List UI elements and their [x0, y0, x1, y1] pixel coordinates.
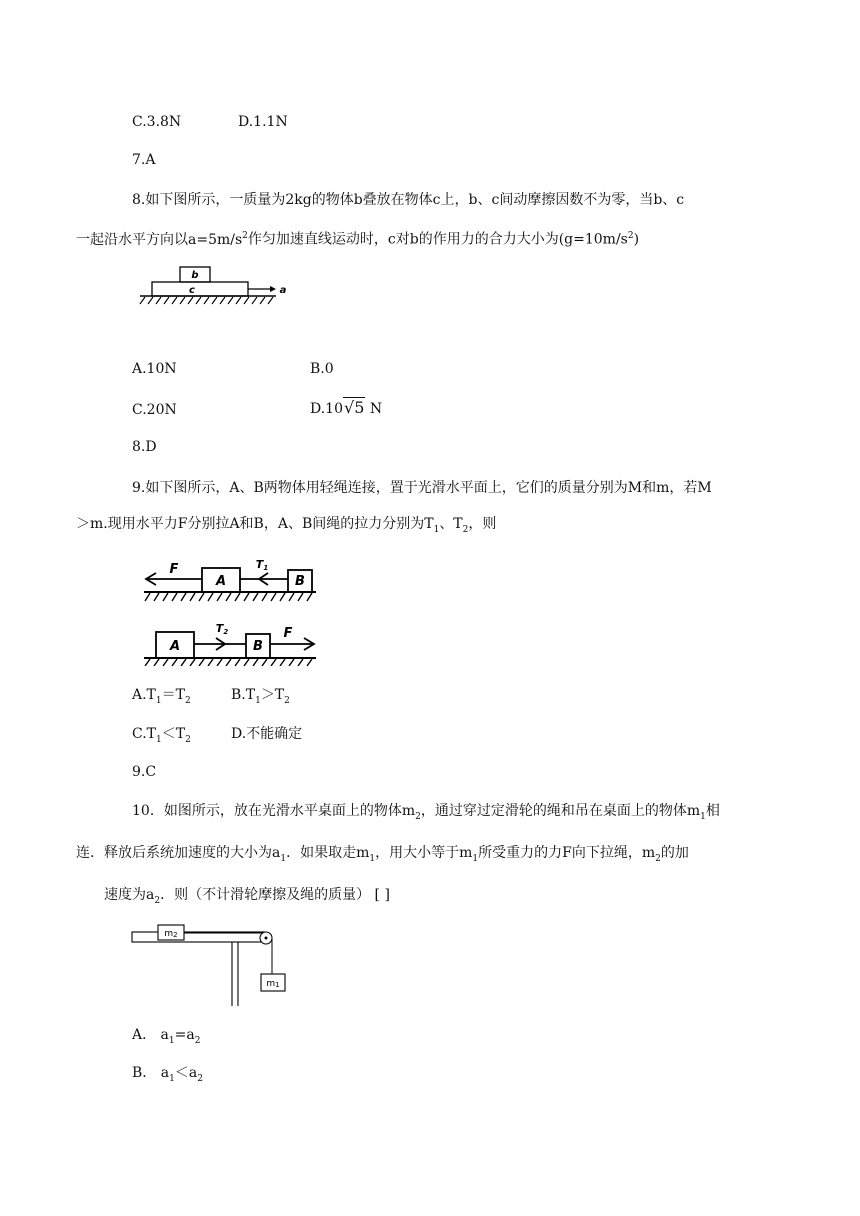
q9-option-a: $A.T_1=T_2$	[132, 687, 191, 706]
q8-option-d: D.10√5 N	[310, 398, 383, 417]
label-A: A	[169, 639, 181, 654]
q10-stem: 10．如图所示，放在光滑水平桌面上的物体$m_2$，通过穿过定滑轮的绳和吊在桌面上的物体$m_1$相 连．释放后系统加速度的大小为$a_1$．如果取走$m_1$，用大小等于$m_1$所受重力的力F向下拉绳，$m_2$的加 速度为$a_2$．则（不计滑轮摩擦及绳的质量） [ ]	[76, 803, 720, 906]
q9-option-b: $B.T_1>T_2$	[231, 687, 290, 706]
q9-option-d: D.不能确定	[231, 726, 303, 742]
q9-option-c: $C.T_1<T_2$	[132, 726, 191, 745]
label-m2: m2	[164, 929, 178, 939]
label-b: b	[191, 270, 199, 281]
q8-figure	[136, 262, 296, 310]
label-T1: T1	[255, 558, 269, 572]
q7-answer: 7.A	[132, 152, 156, 168]
q10-figure	[128, 916, 298, 1008]
ground-hatch	[145, 593, 312, 601]
q6-option-c: C.3.8N	[132, 114, 182, 130]
q10-option-b: B． $a_1<a_2$	[132, 1065, 203, 1084]
label-A: A	[215, 574, 227, 589]
q8-option-b: B.0	[310, 361, 334, 377]
q6-option-d: D.1.1N	[238, 114, 288, 130]
q9-answer: 9.C	[132, 764, 157, 780]
ground-hatch	[145, 659, 312, 666]
q8-option-c: C.20N	[132, 402, 177, 418]
label-m1: m1	[266, 979, 280, 989]
q8-answer: 8.D	[132, 439, 157, 455]
label-F: F	[169, 562, 179, 577]
q9-stem: 9.如下图所示，A、B两物体用轻绳连接，置于光滑水平面上，它们的质量分别为M和m，若M ＞m.现用水平力F分别拉A和B，A、B间绳的拉力分别为$T_1$、$T_2$，则	[76, 480, 712, 535]
q10-option-a: A． $a_1=a_2$	[132, 1027, 201, 1046]
label-B: B	[253, 639, 263, 654]
ground-hatch	[140, 297, 273, 304]
label-T2: T2	[215, 622, 229, 636]
q9-figure-top	[140, 556, 320, 606]
q9-figure-bottom	[140, 614, 320, 666]
label-a: a	[279, 285, 287, 296]
q8-option-a: A.10N	[132, 361, 177, 377]
label-c: c	[189, 285, 195, 296]
label-B: B	[295, 574, 305, 589]
block-c	[152, 282, 248, 296]
label-F: F	[283, 626, 293, 641]
q8-stem: 8.如下图所示，一质量为2kg的物体b叠放在物体c上，b、c间动摩擦因数不为零，当b、c 一起沿水平方向以$a=5m/s^2$作匀加速直线运动时，c对b的作用力的合力大小为$(g=10m/s^2)$	[76, 192, 685, 248]
